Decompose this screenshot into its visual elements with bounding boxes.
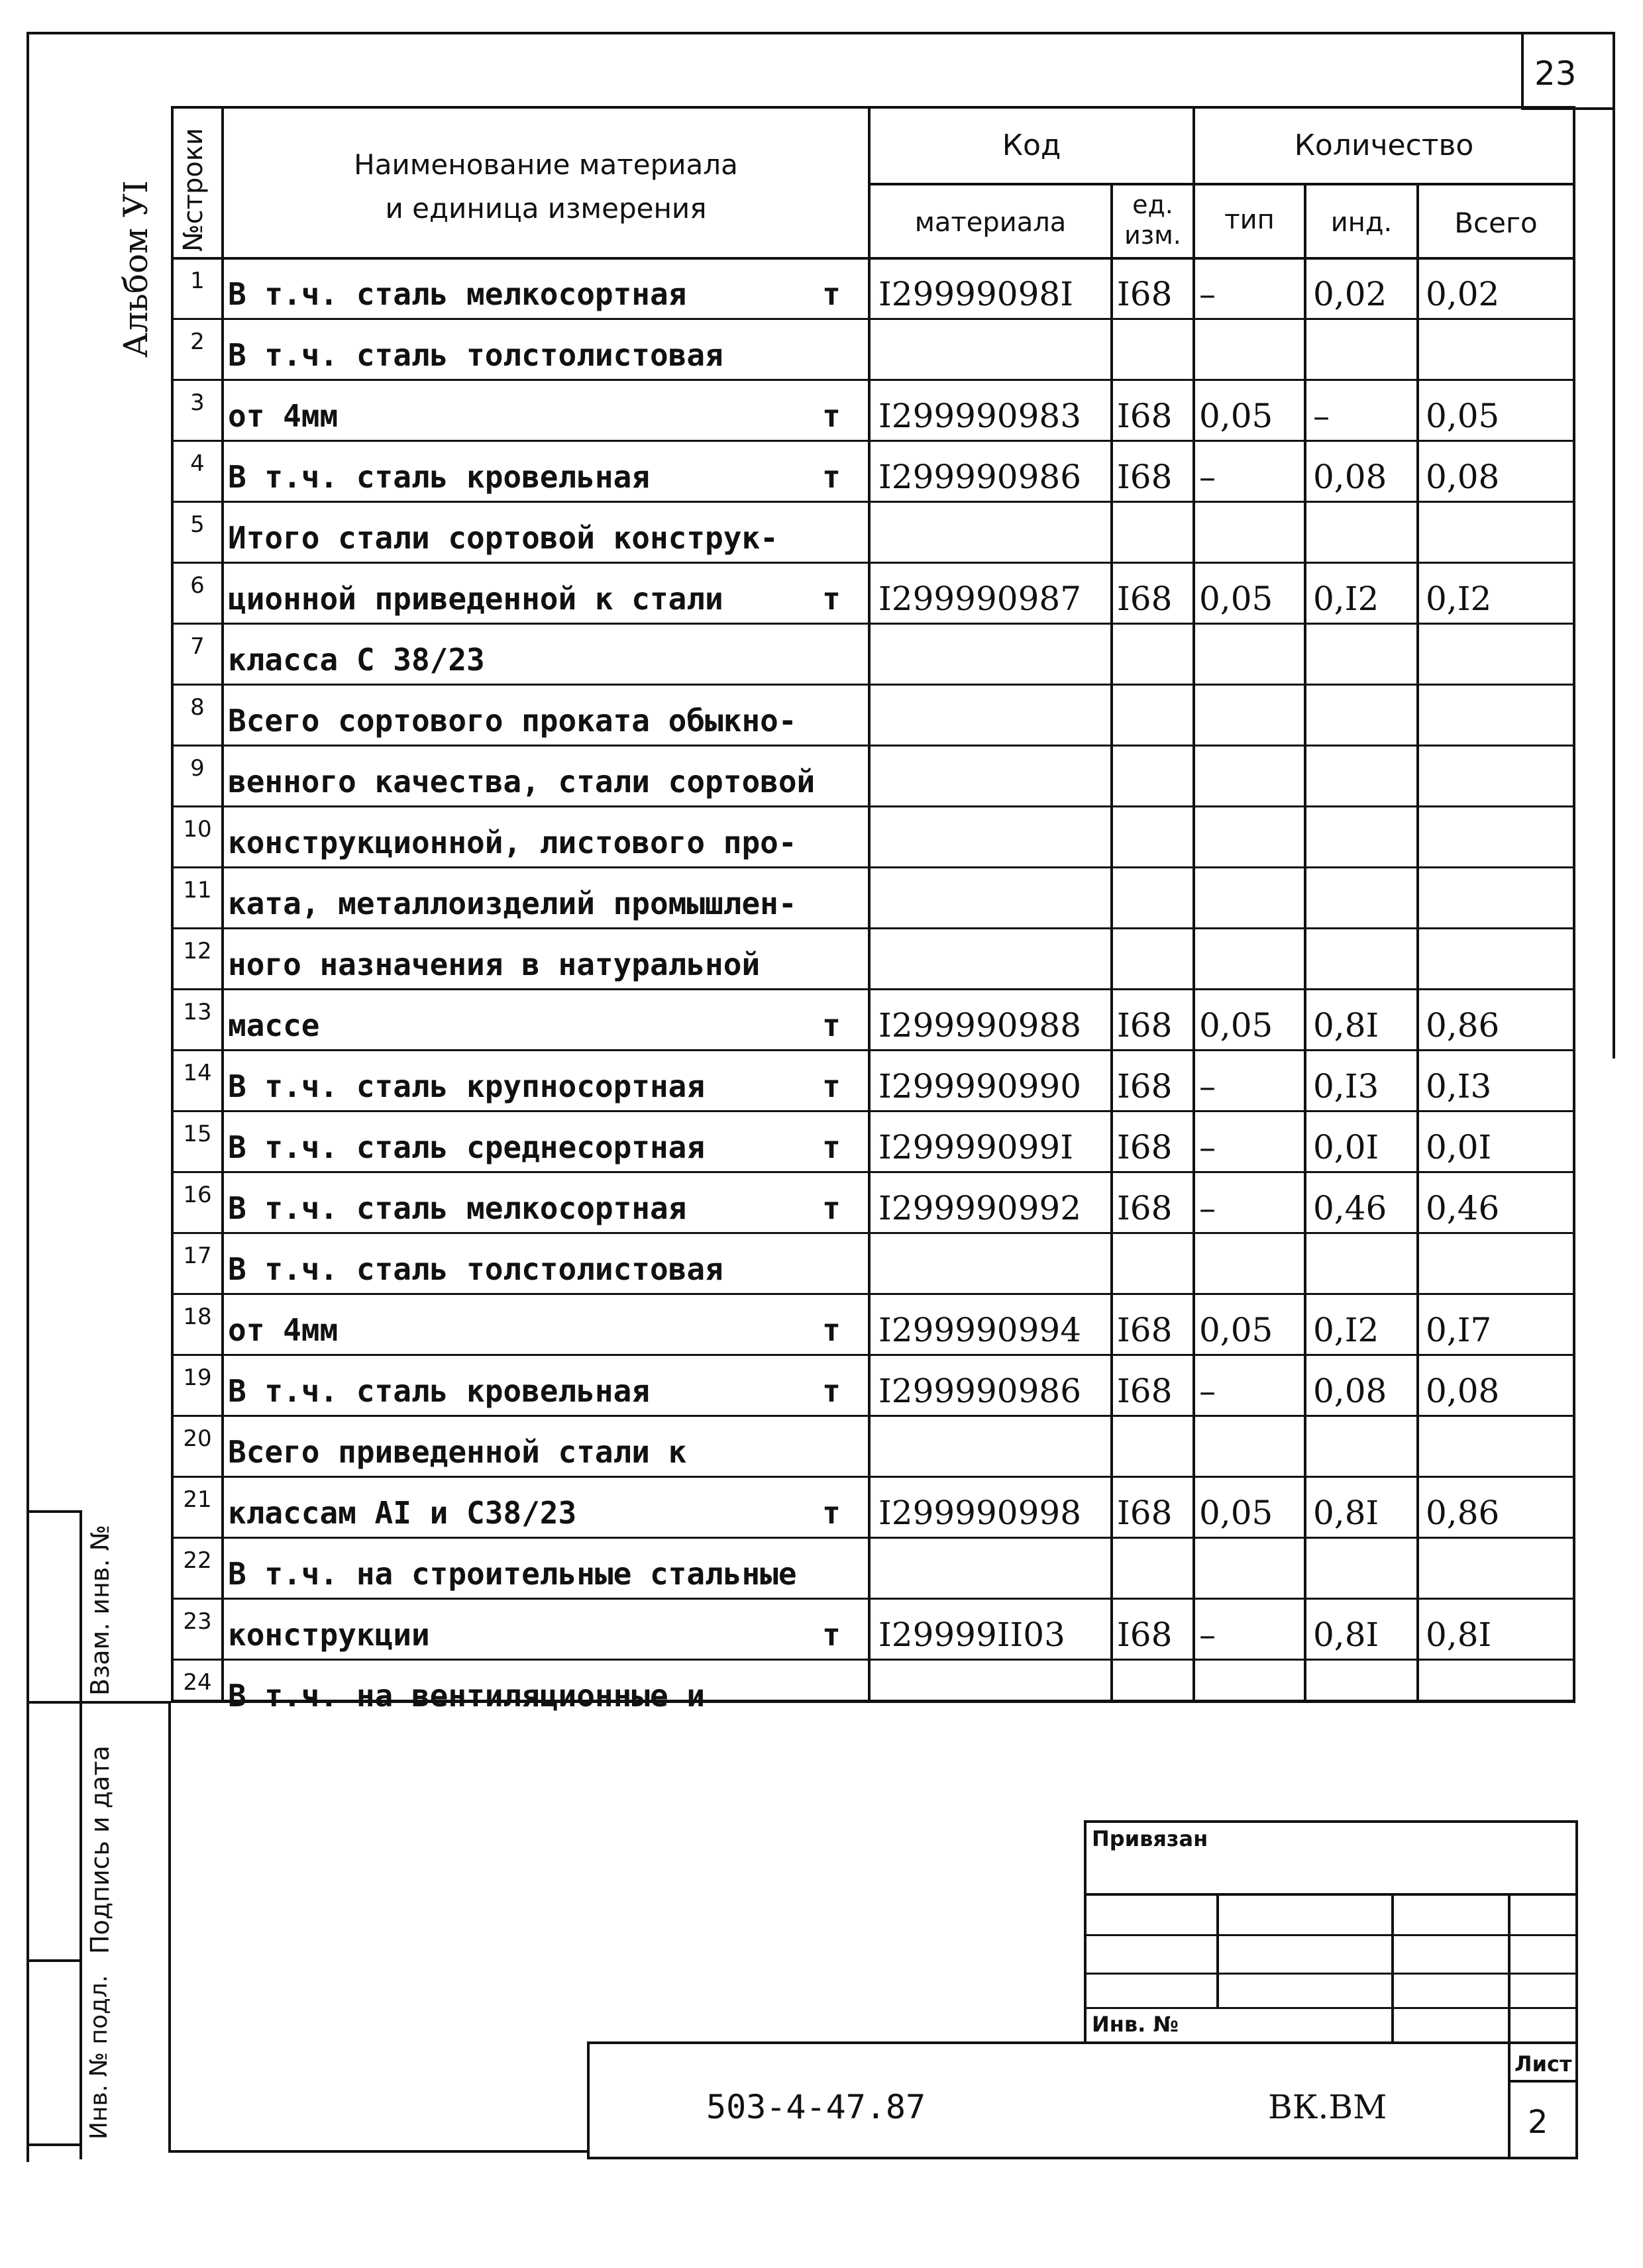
qty-total: 0,08 xyxy=(1426,458,1500,496)
material-name: конструкции xyxy=(228,1617,430,1653)
unit-code: I68 xyxy=(1117,1372,1173,1410)
qty-total: 0,I2 xyxy=(1426,580,1492,618)
qty-ind: 0,8I xyxy=(1313,1494,1379,1532)
material-name: В т.ч. сталь мелкосортная xyxy=(228,1190,687,1226)
row-number: 23 xyxy=(183,1608,212,1635)
material-name: класса С 38/23 xyxy=(228,642,485,678)
row-number: 3 xyxy=(190,389,205,416)
unit-code: I68 xyxy=(1117,458,1173,496)
inv-number-label: Инв. № xyxy=(1092,2012,1179,2037)
header-unit-l1: ед. xyxy=(1132,190,1173,219)
unit-symbol: т xyxy=(822,276,841,312)
privyazan-label: Привязан xyxy=(1092,1826,1208,1851)
unit-symbol: т xyxy=(822,1190,841,1226)
unit-symbol: т xyxy=(822,459,841,495)
qty-type: – xyxy=(1199,275,1216,313)
row-number: 24 xyxy=(183,1669,212,1696)
row-number: 18 xyxy=(183,1304,212,1330)
material-name: В т.ч. сталь среднесортная xyxy=(228,1129,706,1165)
material-name: Всего сортового проката обыкно- xyxy=(228,703,797,739)
material-code: I299990998 xyxy=(878,1494,1082,1532)
row-number: 13 xyxy=(183,999,212,1025)
header-row-number: №строки xyxy=(178,128,209,252)
unit-code: I68 xyxy=(1117,397,1173,435)
material-name: В т.ч. сталь мелкосортная xyxy=(228,276,687,312)
row-number: 14 xyxy=(183,1060,212,1086)
qty-total: 0,08 xyxy=(1426,1372,1500,1410)
material-name: В т.ч. на вентиляционные и xyxy=(228,1678,706,1714)
unit-code: I68 xyxy=(1117,1616,1173,1654)
qty-total: 0,8I xyxy=(1426,1616,1492,1654)
qty-ind: 0,8I xyxy=(1313,1006,1379,1045)
material-name: В т.ч. сталь крупносортная xyxy=(228,1068,706,1104)
material-name: от 4мм xyxy=(228,398,339,434)
material-name: В т.ч. сталь кровельная xyxy=(228,1373,650,1409)
row-number: 6 xyxy=(190,572,205,599)
sheet-label: Лист xyxy=(1514,2051,1572,2077)
qty-ind: 0,8I xyxy=(1313,1616,1379,1654)
material-code: I299990992 xyxy=(878,1189,1082,1227)
qty-type: – xyxy=(1199,458,1216,496)
qty-total: 0,I3 xyxy=(1426,1067,1492,1106)
material-name: В т.ч. сталь толстолистовая xyxy=(228,1251,723,1287)
unit-symbol: т xyxy=(822,1007,841,1043)
row-number: 5 xyxy=(190,511,205,538)
header-total: Всего xyxy=(1454,207,1538,239)
row-number: 4 xyxy=(190,450,205,477)
material-code: I299990988 xyxy=(878,1006,1082,1045)
unit-code: I68 xyxy=(1117,1067,1173,1106)
qty-total: 0,46 xyxy=(1426,1189,1500,1227)
header-name-line1: Наименование материала xyxy=(354,148,738,181)
album-label: Альбом УI xyxy=(117,180,155,358)
qty-type: 0,05 xyxy=(1199,397,1273,435)
unit-code: I68 xyxy=(1117,1189,1173,1227)
podpis-data-label: Подпись и дата xyxy=(85,1745,115,1954)
row-number: 11 xyxy=(183,877,212,903)
row-number: 16 xyxy=(183,1182,212,1208)
qty-ind: 0,I2 xyxy=(1313,580,1379,618)
row-number: 22 xyxy=(183,1547,212,1574)
qty-type: – xyxy=(1199,1616,1216,1654)
qty-ind: 0,08 xyxy=(1313,458,1387,496)
row-number: 8 xyxy=(190,694,205,721)
qty-total: 0,I7 xyxy=(1426,1311,1492,1349)
vzam-inv-label: Взам. инв. № xyxy=(85,1524,115,1696)
unit-symbol: т xyxy=(822,1129,841,1165)
qty-ind: 0,I2 xyxy=(1313,1311,1379,1349)
material-code: I299990994 xyxy=(878,1311,1082,1349)
row-number: 21 xyxy=(183,1486,212,1513)
header-name-line2: и единица измерения xyxy=(385,192,707,225)
qty-ind: – xyxy=(1313,397,1330,435)
qty-type: – xyxy=(1199,1128,1216,1166)
material-code: I299990987 xyxy=(878,580,1082,618)
qty-ind: 0,I3 xyxy=(1313,1067,1379,1106)
inv-podl-label: Инв. № подл. xyxy=(85,1975,113,2139)
material-code: I299990990 xyxy=(878,1067,1082,1106)
header-type: тип xyxy=(1224,205,1275,235)
header-qty-group: Количество xyxy=(1294,129,1474,162)
header-unit-l2: изм. xyxy=(1124,221,1181,250)
qty-type: – xyxy=(1199,1067,1216,1106)
document-number: 503-4-47.87 xyxy=(706,2088,926,2126)
row-number: 2 xyxy=(190,329,205,355)
unit-symbol: т xyxy=(822,398,841,434)
qty-ind: 0,46 xyxy=(1313,1189,1387,1227)
unit-code: I68 xyxy=(1117,1311,1173,1349)
sheet-number: 2 xyxy=(1528,2104,1548,2141)
material-code: I29999098I xyxy=(878,275,1073,313)
material-code: I299990986 xyxy=(878,458,1082,496)
material-code: I299990986 xyxy=(878,1372,1082,1410)
row-number: 20 xyxy=(183,1425,212,1452)
row-number: 15 xyxy=(183,1121,212,1147)
qty-total: 0,0I xyxy=(1426,1128,1492,1166)
material-name: В т.ч. сталь толстолистовая xyxy=(228,337,723,373)
qty-type: – xyxy=(1199,1189,1216,1227)
unit-code: I68 xyxy=(1117,275,1173,313)
material-code: I29999II03 xyxy=(878,1616,1065,1654)
material-name: ционной приведенной к стали xyxy=(228,581,723,617)
unit-code: I68 xyxy=(1117,1494,1173,1532)
material-name: венного качества, стали сортовой xyxy=(228,764,816,799)
unit-code: I68 xyxy=(1117,580,1173,618)
row-number: 1 xyxy=(190,268,205,294)
unit-symbol: т xyxy=(822,1495,841,1531)
row-number: 7 xyxy=(190,633,205,660)
material-name: В т.ч. на строительные стальные xyxy=(228,1556,797,1592)
page-number: 23 xyxy=(1534,54,1577,93)
row-number: 19 xyxy=(183,1365,212,1391)
material-code: I299990983 xyxy=(878,397,1082,435)
qty-total: 0,86 xyxy=(1426,1494,1500,1532)
header-material: материала xyxy=(914,207,1067,238)
qty-total: 0,86 xyxy=(1426,1006,1500,1045)
material-name: Всего приведенной стали к xyxy=(228,1434,687,1470)
unit-code: I68 xyxy=(1117,1128,1173,1166)
document-code: ВК.ВМ xyxy=(1268,2088,1387,2126)
material-name: конструкционной, листового про- xyxy=(228,825,797,860)
qty-total: 0,05 xyxy=(1426,397,1500,435)
unit-code: I68 xyxy=(1117,1006,1173,1045)
qty-type: 0,05 xyxy=(1199,1006,1273,1045)
qty-ind: 0,02 xyxy=(1313,275,1387,313)
header-ind: инд. xyxy=(1330,207,1393,238)
qty-type: 0,05 xyxy=(1199,1311,1273,1349)
qty-total: 0,02 xyxy=(1426,275,1500,313)
material-name: ката, металлоизделий промышлен- xyxy=(228,886,797,921)
material-name: от 4мм xyxy=(228,1312,339,1348)
unit-symbol: т xyxy=(822,581,841,617)
qty-type: – xyxy=(1199,1372,1216,1410)
unit-symbol: т xyxy=(822,1617,841,1653)
row-number: 12 xyxy=(183,938,212,964)
material-name: В т.ч. сталь кровельная xyxy=(228,459,650,495)
unit-symbol: т xyxy=(822,1373,841,1409)
qty-ind: 0,08 xyxy=(1313,1372,1387,1410)
unit-symbol: т xyxy=(822,1312,841,1348)
row-number: 10 xyxy=(183,816,212,843)
row-number: 17 xyxy=(183,1243,212,1269)
header-code-group: Код xyxy=(1002,129,1061,162)
row-number: 9 xyxy=(190,755,205,782)
qty-type: 0,05 xyxy=(1199,1494,1273,1532)
material-code: I29999099I xyxy=(878,1128,1073,1166)
material-name: классам АI и С38/23 xyxy=(228,1495,577,1531)
unit-symbol: т xyxy=(822,1068,841,1104)
material-name: массе xyxy=(228,1007,320,1043)
material-name: ного назначения в натуральной xyxy=(228,947,761,982)
qty-type: 0,05 xyxy=(1199,580,1273,618)
qty-ind: 0,0I xyxy=(1313,1128,1379,1166)
material-name: Итого стали сортовой конструк- xyxy=(228,520,778,556)
